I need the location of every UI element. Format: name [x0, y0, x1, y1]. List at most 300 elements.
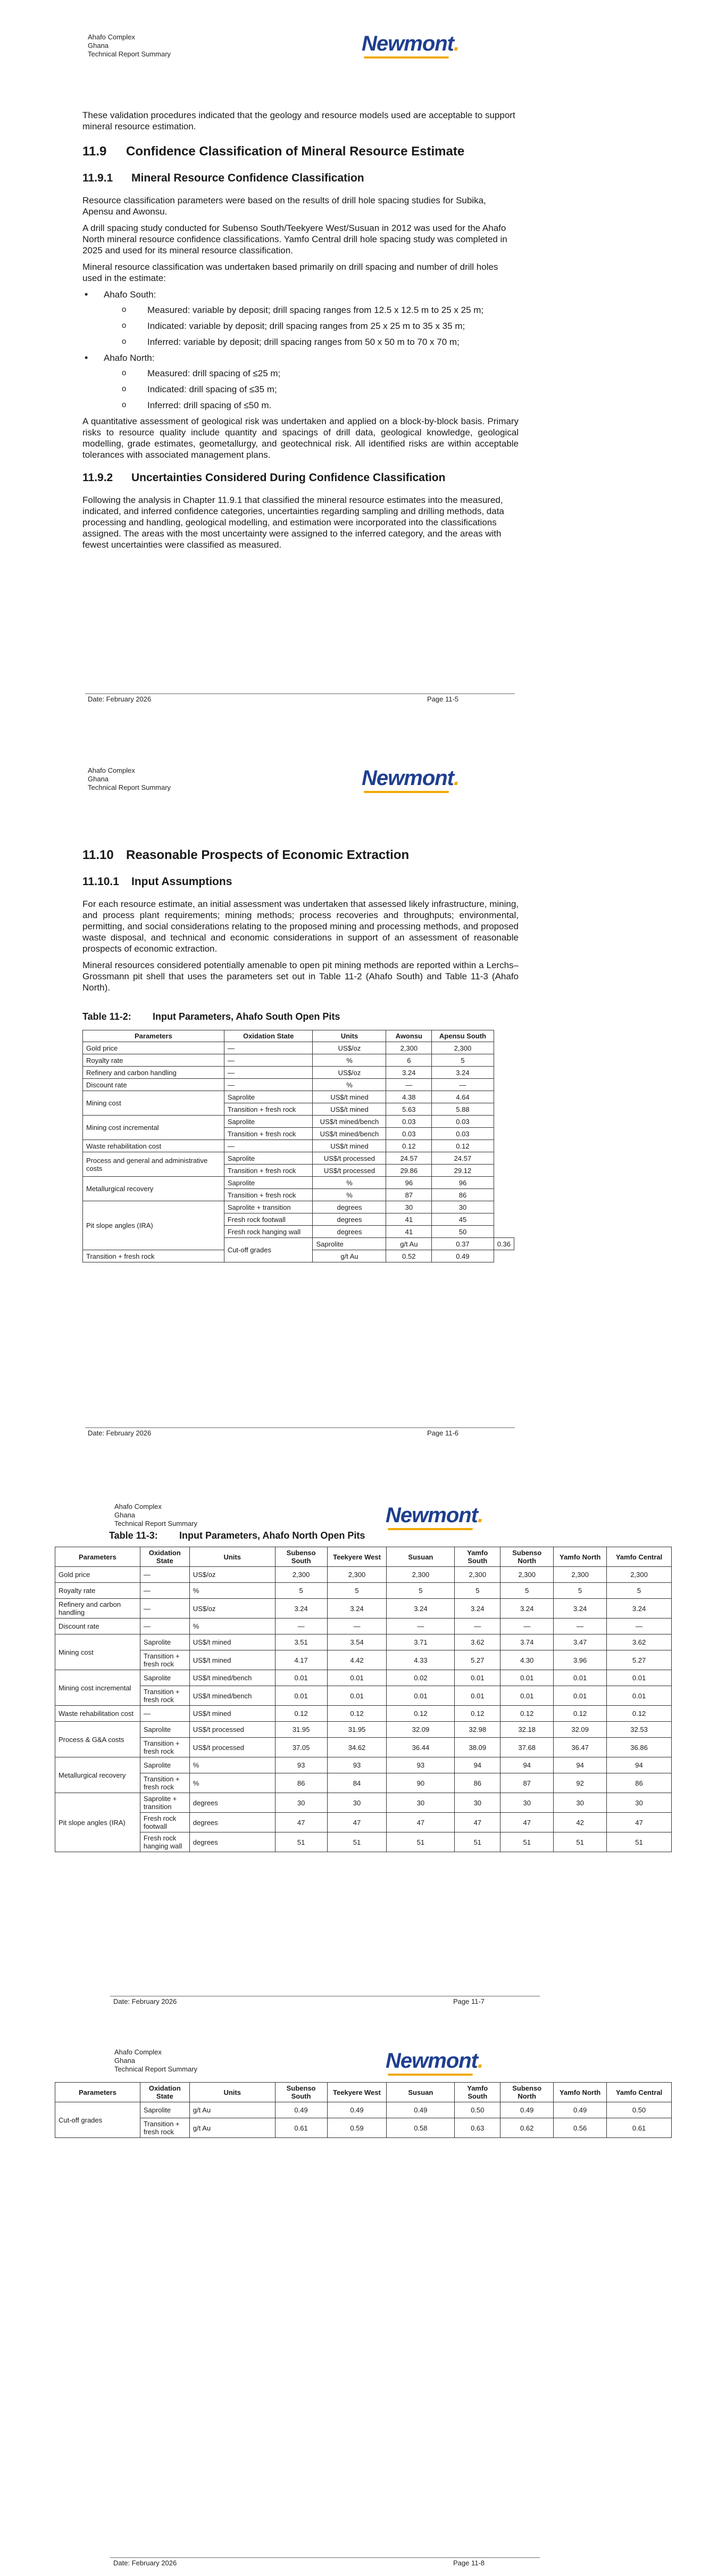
table-cell: 87: [500, 1773, 554, 1793]
table-cell: Cut-off grades: [55, 2102, 140, 2138]
footer-date: Date: February 2026: [113, 1997, 177, 2005]
table-cell: US$/oz: [189, 1599, 275, 1619]
logo-swoosh: [388, 2074, 473, 2076]
table-cell: Fresh rock hanging wall: [140, 1832, 189, 1852]
table-cell: g/t Au: [313, 1250, 386, 1262]
table-row: [83, 1042, 514, 1054]
table-cell: 0.56: [554, 2118, 607, 2138]
table-cell: 29.86: [386, 1165, 432, 1177]
page-11-7: [0, 1480, 726, 2012]
header-line-1: Ahafo Complex: [88, 766, 135, 774]
paragraph: A quantitative assessment of geological risk was undertaken and applied on a block-by-block basis. Primary risks to resource quality include quantity and spacings of drill data, geological knowledge, geological modelling, grade estimates, geometallurgy, and geotechnical risk. All identified risks are within acceptable tolerances with associated management plans.: [82, 416, 519, 460]
table-cell: Saprolite: [140, 1634, 189, 1650]
table-cell: %: [313, 1189, 386, 1201]
table-row: [55, 1738, 672, 1757]
table-cell: 0.49: [387, 2102, 455, 2118]
footer-rule: [110, 2557, 540, 2558]
header-line-2: Ghana: [88, 775, 109, 783]
table-cell: —: [607, 1619, 672, 1634]
table-cell: 3.24: [500, 1599, 554, 1619]
table-cell: 4.42: [327, 1650, 387, 1670]
paragraph: Mineral resource classification was undertaken based primarily on drill spacing and number of drill holes used in the estimate:: [82, 262, 498, 283]
table-cell: US$/oz: [189, 1567, 275, 1583]
page-header: [114, 2048, 197, 2074]
table-cell: 3.24: [387, 1599, 455, 1619]
table-cell: 42: [554, 1813, 607, 1832]
table-cell: g/t Au: [386, 1238, 432, 1250]
footer-date: Date: February 2026: [88, 1429, 152, 1437]
table-cell: 0.02: [387, 1670, 455, 1686]
column-header: Subenso North: [500, 2083, 554, 2102]
column-header: Yamfo Central: [607, 2083, 672, 2102]
logo-text: Newmont: [386, 1504, 478, 1527]
table-row: [83, 1201, 514, 1213]
table-cell: Cut-off grades: [224, 1238, 313, 1262]
table-cell: Fresh rock hanging wall: [224, 1226, 313, 1238]
table-cell: Refinery and carbon handling: [55, 1599, 140, 1619]
table-cell: 0.12: [500, 1706, 554, 1722]
table-cell: 47: [455, 1813, 500, 1832]
table-cell: 5: [432, 1054, 494, 1067]
column-header: Awonsu: [386, 1030, 432, 1042]
table-cell: 90: [387, 1773, 455, 1793]
table-cell: 2,300: [327, 1567, 387, 1583]
table-cell: degrees: [313, 1201, 386, 1213]
table-cell: 36.47: [554, 1738, 607, 1757]
table-cell: 0.37: [432, 1238, 494, 1250]
section-11-9-heading: 11.9 Confidence Classification of Mineral Resource Estimate: [82, 144, 465, 159]
list-item: o Measured: drill spacing of ≤25 m;: [104, 368, 519, 379]
table-cell: Transition + fresh rock: [224, 1189, 313, 1201]
table-cell: 5.88: [432, 1103, 494, 1116]
table-cell: Metallurgical recovery: [83, 1177, 224, 1201]
table-cell: 2,300: [455, 1567, 500, 1583]
table-cell: 86: [432, 1189, 494, 1201]
column-header: Susuan: [387, 1547, 455, 1567]
table-cell: 4.64: [432, 1091, 494, 1103]
table-cell: —: [224, 1054, 313, 1067]
table-cell: 51: [455, 1832, 500, 1852]
table-cell: 5: [455, 1583, 500, 1599]
table-cell: —: [140, 1583, 189, 1599]
table-cell: US$/t processed: [313, 1152, 386, 1165]
table-cell: 32.53: [607, 1722, 672, 1738]
table-cell: degrees: [189, 1832, 275, 1852]
table-cell: 30: [432, 1201, 494, 1213]
table-cell: 0.01: [455, 1670, 500, 1686]
list-item: o Indicated: variable by deposit; drill spacing ranges from 25 x 25 m to 35 x 35 m;: [104, 320, 519, 332]
table-cell: US$/t mined: [313, 1091, 386, 1103]
table-cell: g/t Au: [189, 2102, 275, 2118]
header-line-2: Ghana: [88, 42, 109, 49]
table-cell: 51: [275, 1832, 327, 1852]
table-cell: Saprolite: [224, 1152, 313, 1165]
column-header: Yamfo North: [554, 1547, 607, 1567]
page-11-8: [0, 2038, 726, 2576]
table-cell: 0.01: [275, 1686, 327, 1706]
table-cell: 3.24: [275, 1599, 327, 1619]
table-cell: 51: [327, 1832, 387, 1852]
table-cell: 86: [275, 1773, 327, 1793]
table-cell: Process and general and administrative costs: [83, 1152, 224, 1177]
table-11-3: [55, 1547, 672, 1852]
column-header: Units: [189, 2083, 275, 2102]
table-cell: 87: [386, 1189, 432, 1201]
table-cell: 2,300: [500, 1567, 554, 1583]
logo-text: Newmont: [362, 32, 454, 55]
table-cell: Saprolite: [140, 1722, 189, 1738]
table-cell: Refinery and carbon handling: [83, 1067, 224, 1079]
logo-swoosh: [364, 791, 449, 793]
list-item-ahafo-south: • Ahafo South: o Measured: variable by deposit; drill spacing ranges from 12.5 x 12.5 m to 25 x 25 m; o Indicated: variable by deposit; drill spacing ranges from 25 x 25 m to 35 x 35 m; o Inferred: variable by deposit; drill spacing ranges from 50 x 50 m to 70 x 70 m;: [82, 289, 519, 348]
table-cell: 47: [500, 1813, 554, 1832]
table-cell: —: [500, 1619, 554, 1634]
table-cell: 3.24: [386, 1067, 432, 1079]
header-line-3: Technical Report Summary: [114, 2065, 198, 2073]
logo-dot: .: [478, 1504, 483, 1527]
table-cell: 32.98: [455, 1722, 500, 1738]
header-line-1: Ahafo Complex: [114, 1502, 162, 1510]
column-header: Subenso South: [275, 2083, 327, 2102]
table-cell: 0.01: [554, 1686, 607, 1706]
header-line-3: Technical Report Summary: [114, 1520, 198, 1528]
table-cell: US$/t mined: [189, 1634, 275, 1650]
column-header: Subenso South: [275, 1547, 327, 1567]
page-header: [88, 33, 171, 59]
subsection-11-9-1-heading: 11.9.1 Mineral Resource Confidence Classification: [82, 172, 364, 184]
table-cell: Saprolite + transition: [140, 1793, 189, 1813]
subsection-11-10-1-heading: 11.10.1 Input Assumptions: [82, 876, 232, 888]
table-cell: 30: [387, 1793, 455, 1813]
table-cell: Saprolite: [224, 1116, 313, 1128]
table-row: [55, 1722, 672, 1738]
table-cell: 3.74: [500, 1634, 554, 1650]
table-cell: —: [455, 1619, 500, 1634]
table-cell: US$/t mined/bench: [313, 1116, 386, 1128]
table-11-2-caption: Table 11-2: Input Parameters, Ahafo South Open Pits: [82, 1011, 340, 1022]
table-cell: —: [224, 1140, 313, 1152]
column-header: Units: [313, 1030, 386, 1042]
logo-swoosh: [364, 56, 449, 59]
paragraph: A drill spacing study conducted for Subenso South/Teekyere West/Susuan in 2012 was used for the Ahafo North mineral resource confidence classifications. Yamfo Central drill hole spacing study was completed in 2025 and used for its mineral resource classification.: [82, 223, 507, 255]
table-row: [55, 1567, 672, 1583]
logo-text: Newmont: [386, 2049, 478, 2073]
table-cell: —: [432, 1079, 494, 1091]
table-cell: 0.50: [607, 2102, 672, 2118]
table-cell: 0.49: [500, 2102, 554, 2118]
table-cell: 4.38: [386, 1091, 432, 1103]
list-item: o Inferred: drill spacing of ≤50 m.: [104, 400, 519, 411]
table-row: [83, 1067, 514, 1079]
table-row: [55, 1619, 672, 1634]
table-cell: 37.05: [275, 1738, 327, 1757]
table-cell: 3.24: [432, 1067, 494, 1079]
table-cell: 3.24: [607, 1599, 672, 1619]
table-11-2: [82, 1030, 514, 1262]
table-cell: Waste rehabilitation cost: [55, 1706, 140, 1722]
table-cell: 0.01: [327, 1686, 387, 1706]
table-cell: 30: [386, 1201, 432, 1213]
table-cell: 3.54: [327, 1634, 387, 1650]
table-row: [55, 1813, 672, 1832]
table-cell: 0.49: [432, 1250, 494, 1262]
table-cell: 0.03: [432, 1128, 494, 1140]
logo-dot: .: [454, 766, 460, 790]
table-cell: %: [313, 1177, 386, 1189]
table-row: [83, 1177, 514, 1189]
south-sublist: [104, 304, 519, 348]
table-cell: 5: [500, 1583, 554, 1599]
table-cell: 36.44: [387, 1738, 455, 1757]
table-cell: —: [140, 1567, 189, 1583]
table-cell: 3.24: [554, 1599, 607, 1619]
table-header-row: [55, 2083, 672, 2102]
table-header-row: [55, 1547, 672, 1567]
paragraph: Mineral resources considered potentially amenable to open pit mining methods are reported within a Lerchs–Grossmann pit shell that uses the parameters set out in Table 11-2 (Ahafo South) and Table 11-3 (Ahafo North).: [82, 960, 519, 993]
table-cell: Saprolite: [140, 1670, 189, 1686]
table-cell: —: [327, 1619, 387, 1634]
newmont-logo: [386, 1504, 483, 1528]
column-header: Yamfo North: [554, 2083, 607, 2102]
table-cell: Pit slope angles (IRA): [55, 1793, 140, 1852]
table-row: [55, 1634, 672, 1650]
column-header: Oxidation State: [140, 1547, 189, 1567]
table-cell: 5: [275, 1583, 327, 1599]
page-6-body: [82, 847, 519, 998]
column-header: Oxidation State: [224, 1030, 313, 1042]
table-cell: Saprolite: [224, 1091, 313, 1103]
column-header: Teekyere West: [327, 2083, 387, 2102]
table-row: [55, 1686, 672, 1706]
table-cell: Metallurgical recovery: [55, 1757, 140, 1793]
paragraph: For each resource estimate, an initial assessment was undertaken that assessed likely infrastructure, mining, and process plant requirements; mining methods; process recoveries and throughputs; environmental, permitting, and social considerations relating to the proposed mining and processing methods, and proposed waste disposal, and technical and economic considerations in support of an assessment of reasonable prospects of economic extraction.: [82, 899, 519, 954]
column-header: Teekyere West: [327, 1547, 387, 1567]
page-11-5: [0, 0, 726, 703]
table-cell: %: [189, 1583, 275, 1599]
newmont-logo: [362, 766, 459, 790]
header-line-1: Ahafo Complex: [88, 33, 135, 41]
table-cell: 92: [554, 1773, 607, 1793]
table-cell: Royalty rate: [83, 1054, 224, 1067]
column-header: Subenso North: [500, 1547, 554, 1567]
table-cell: Mining cost: [55, 1634, 140, 1670]
table-cell: 3.62: [607, 1634, 672, 1650]
table-cell: Transition + fresh rock: [140, 1773, 189, 1793]
logo-dot: .: [478, 2049, 483, 2073]
table-11-3-continued: [55, 2082, 672, 2138]
table-cell: Transition + fresh rock: [83, 1250, 224, 1262]
table-cell: 2,300: [432, 1042, 494, 1054]
table-cell: —: [386, 1079, 432, 1091]
table-cell: 0.50: [455, 2102, 500, 2118]
table-cell: 0.12: [455, 1706, 500, 1722]
page-header: [88, 766, 171, 792]
page-5-body: [82, 110, 519, 556]
table-cell: 93: [327, 1757, 387, 1773]
table-cell: —: [224, 1042, 313, 1054]
table-cell: degrees: [189, 1813, 275, 1832]
north-sublist: [104, 368, 519, 411]
table-cell: Transition + fresh rock: [140, 1738, 189, 1757]
table-cell: degrees: [189, 1793, 275, 1813]
table-cell: 0.36: [494, 1238, 514, 1250]
table-cell: 30: [275, 1793, 327, 1813]
table-cell: 0.01: [327, 1670, 387, 1686]
header-line-2: Ghana: [114, 1511, 136, 1519]
table-cell: 0.61: [275, 2118, 327, 2138]
table-cell: Pit slope angles (IRA): [83, 1201, 224, 1250]
column-header: Yamfo South: [455, 2083, 500, 2102]
table-header-row: [83, 1030, 514, 1042]
table-cell: US$/t mined/bench: [189, 1686, 275, 1706]
footer-rule: [85, 1427, 515, 1428]
table-cell: 3.62: [455, 1634, 500, 1650]
table-row: [83, 1091, 514, 1103]
table-row: [55, 1832, 672, 1852]
newmont-logo: [362, 32, 459, 56]
table-cell: 47: [387, 1813, 455, 1832]
table-cell: Transition + fresh rock: [224, 1103, 313, 1116]
table-cell: US$/t mined: [313, 1103, 386, 1116]
table-cell: 0.49: [554, 2102, 607, 2118]
table-cell: 31.95: [275, 1722, 327, 1738]
table-cell: Mining cost incremental: [55, 1670, 140, 1706]
list-item: o Inferred: variable by deposit; drill spacing ranges from 50 x 50 m to 70 x 70 m;: [104, 336, 519, 348]
list-item-ahafo-north: • Ahafo North: o Measured: drill spacing of ≤25 m; o Indicated: drill spacing of ≤35 m; o Inferred: drill spacing of ≤50 m.: [82, 352, 519, 411]
table-cell: —: [140, 1706, 189, 1722]
table-cell: 0.12: [386, 1140, 432, 1152]
table-cell: Transition + fresh rock: [224, 1128, 313, 1140]
table-row: [55, 1757, 672, 1773]
table-cell: 38.09: [455, 1738, 500, 1757]
table-cell: g/t Au: [189, 2118, 275, 2138]
table-cell: 32.09: [554, 1722, 607, 1738]
table-11-3-caption: Table 11-3: Input Parameters, Ahafo North Open Pits: [109, 1530, 365, 1541]
table-cell: 6: [386, 1054, 432, 1067]
column-header: Susuan: [387, 2083, 455, 2102]
table-cell: US$/t processed: [189, 1722, 275, 1738]
table-cell: 0.01: [500, 1670, 554, 1686]
footer-page-number: Page 11-5: [427, 695, 459, 703]
table-cell: 50: [432, 1226, 494, 1238]
table-cell: 37.68: [500, 1738, 554, 1757]
table-cell: Transition + fresh rock: [140, 1686, 189, 1706]
table-cell: Transition + fresh rock: [140, 2118, 189, 2138]
table-cell: US$/t mined: [189, 1706, 275, 1722]
table-cell: 5: [607, 1583, 672, 1599]
table-cell: 30: [607, 1793, 672, 1813]
table-cell: 0.12: [432, 1140, 494, 1152]
table-cell: —: [387, 1619, 455, 1634]
table-cell: —: [224, 1067, 313, 1079]
table-cell: degrees: [313, 1213, 386, 1226]
table-row: [83, 1140, 514, 1152]
table-row: [83, 1054, 514, 1067]
table-cell: 5.27: [607, 1650, 672, 1670]
table-cell: 93: [387, 1757, 455, 1773]
table-cell: 96: [432, 1177, 494, 1189]
table-row: [55, 1650, 672, 1670]
table-cell: 29.12: [432, 1165, 494, 1177]
table-cell: 32.18: [500, 1722, 554, 1738]
table-cell: 51: [500, 1832, 554, 1852]
header-line-3: Technical Report Summary: [88, 783, 171, 791]
table-cell: Royalty rate: [55, 1583, 140, 1599]
header-line-3: Technical Report Summary: [88, 50, 171, 58]
table-row: [83, 1079, 514, 1091]
subsection-11-9-2-heading: 11.9.2 Uncertainties Considered During Confidence Classification: [82, 472, 446, 484]
table-cell: 0.12: [327, 1706, 387, 1722]
table-cell: 30: [327, 1793, 387, 1813]
footer-page-number: Page 11-6: [427, 1429, 459, 1437]
table-cell: Discount rate: [83, 1079, 224, 1091]
table-row: [55, 1583, 672, 1599]
table-cell: 47: [327, 1813, 387, 1832]
table-cell: 0.12: [607, 1706, 672, 1722]
table-cell: 0.03: [432, 1116, 494, 1128]
table-cell: 2,300: [554, 1567, 607, 1583]
table-row: [55, 1773, 672, 1793]
table-cell: Discount rate: [55, 1619, 140, 1634]
table-cell: 30: [455, 1793, 500, 1813]
table-cell: 94: [554, 1757, 607, 1773]
table-cell: Transition + fresh rock: [140, 1650, 189, 1670]
page-header: [114, 1502, 197, 1528]
column-header: Parameters: [55, 2083, 140, 2102]
table-cell: Fresh rock footwall: [224, 1213, 313, 1226]
table-row: [83, 1152, 514, 1165]
classification-list: [82, 289, 519, 411]
table-cell: 0.03: [386, 1116, 432, 1128]
table-cell: Saprolite: [140, 1757, 189, 1773]
footer-date: Date: February 2026: [88, 695, 152, 703]
column-header: Apensu South: [432, 1030, 494, 1042]
table-cell: 5.63: [386, 1103, 432, 1116]
header-line-2: Ghana: [114, 2057, 136, 2065]
column-header: Yamfo South: [455, 1547, 500, 1567]
table-cell: %: [313, 1079, 386, 1091]
column-header: Parameters: [55, 1547, 140, 1567]
table-cell: US$/t processed: [313, 1165, 386, 1177]
table-cell: 0.12: [275, 1706, 327, 1722]
table-cell: 94: [607, 1757, 672, 1773]
table-row: [83, 1116, 514, 1128]
table-cell: 3.71: [387, 1634, 455, 1650]
table-cell: %: [313, 1054, 386, 1067]
table-cell: 47: [607, 1813, 672, 1832]
table-cell: 0.01: [455, 1686, 500, 1706]
table-cell: degrees: [313, 1226, 386, 1238]
table-cell: 41: [386, 1226, 432, 1238]
table-cell: 0.61: [607, 2118, 672, 2138]
table-cell: %: [189, 1773, 275, 1793]
table-cell: 3.24: [455, 1599, 500, 1619]
table-cell: 94: [455, 1757, 500, 1773]
table-cell: 0.01: [607, 1670, 672, 1686]
column-header: Yamfo Central: [607, 1547, 672, 1567]
table-row: [55, 2118, 672, 2138]
table-cell: 5: [554, 1583, 607, 1599]
table-cell: %: [189, 1619, 275, 1634]
table-cell: 31.95: [327, 1722, 387, 1738]
table-cell: —: [554, 1619, 607, 1634]
table-cell: US$/t mined: [313, 1140, 386, 1152]
table-cell: 24.57: [432, 1152, 494, 1165]
table-cell: Transition + fresh rock: [224, 1165, 313, 1177]
table-cell: 51: [387, 1832, 455, 1852]
table-row: [55, 1599, 672, 1619]
table-cell: 32.09: [387, 1722, 455, 1738]
